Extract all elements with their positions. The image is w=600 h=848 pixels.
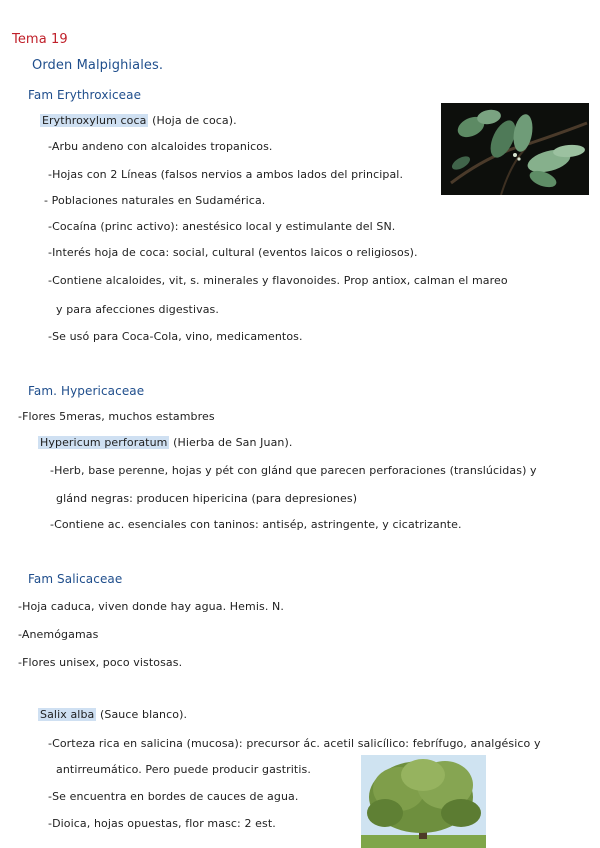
note-line: -Se encuentra en bordes de cauces de agua. [48,790,299,803]
page-title: Tema 19 [12,32,68,47]
order-heading: Orden Malpighiales. [32,58,164,73]
note-line: -Flores unisex, poco vistosas. [18,656,183,669]
willow-tree-photo [361,755,486,848]
species-name-highlight: Erythroxylum coca [42,114,147,127]
family-heading-hypericaceae: Fam. Hypericaceae [28,384,145,398]
note-line: -Se usó para Coca-Cola, vino, medicamentos. [48,330,303,343]
species-name-highlight: Salix alba [40,708,95,721]
coca-leaves-photo [441,103,589,195]
species-name-highlight: Hypericum perforatum [40,436,168,449]
note-line: antirreumático. Pero puede producir gastritis. [56,763,311,776]
note-line: -Anemógamas [18,628,99,641]
note-line: -Contiene alcaloides, vit, s. minerales y flavonoides. Prop antiox, calman el mareo [48,274,508,287]
species-hypericum [38,436,292,450]
note-line: - Poblaciones naturales en Sudamérica. [44,194,266,207]
species-salix [38,708,187,722]
species-common-name: (Hierba de San Juan). [173,436,293,449]
family-heading-salicaceae: Fam Salicaceae [28,572,123,586]
note-line: -Dioica, hojas opuestas, flor masc: 2 est. [48,817,276,830]
note-line: -Corteza rica en salicina (mucosa): precursor ác. acetil salicílico: febrífugo, analgésico y [48,737,541,750]
note-line: -Cocaína (princ activo): anestésico local y estimulante del SN. [48,220,396,233]
family-heading-erythroxiceae: Fam Erythroxiceae [28,88,142,102]
note-line: -Arbu andeno con alcaloides tropanicos. [48,140,273,153]
note-line: -Flores 5meras, muchos estambres [18,410,215,423]
note-line: -Hoja caduca, viven donde hay agua. Hemis. N. [18,600,284,613]
note-line: -Hojas con 2 Líneas (falsos nervios a ambos lados del principal. [48,168,404,181]
species-common-name: (Sauce blanco). [99,708,188,721]
note-line: glánd negras: producen hipericina (para depresiones) [56,492,358,505]
note-line: -Contiene ac. esenciales con taninos: antisép, astringente, y cicatrizante. [50,518,462,531]
note-line: y para afecciones digestivas. [56,303,219,316]
note-line: -Interés hoja de coca: social, cultural (eventos laicos o religiosos). [48,246,418,259]
note-line: -Herb, base perenne, hojas y pét con glánd que parecen perforaciones (translúcidas) y [50,464,537,477]
species-common-name: (Hoja de coca). [152,114,237,127]
species-erythroxylum [40,114,237,128]
